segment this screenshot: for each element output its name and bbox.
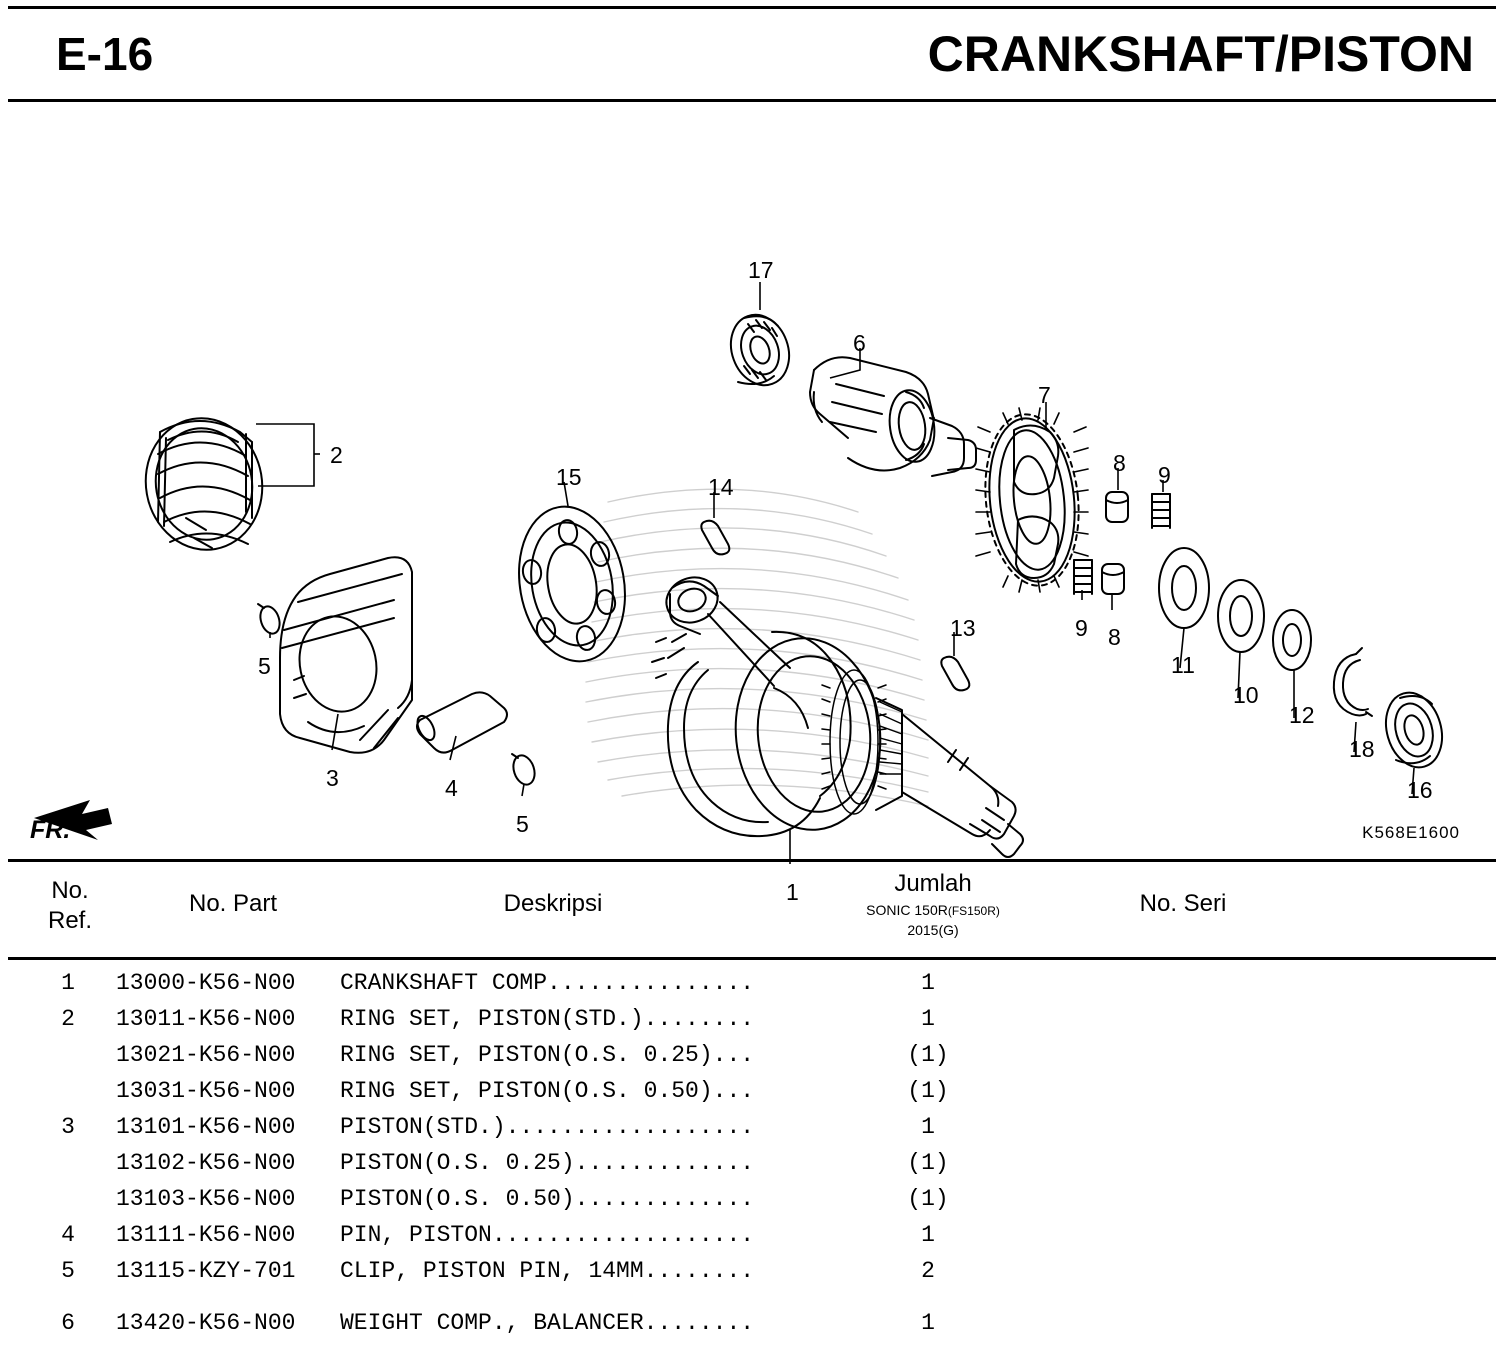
callout-number: 17 xyxy=(748,257,774,283)
column-header-no-part: No. Part xyxy=(188,890,278,917)
cell-jumlah: 1 xyxy=(921,1222,935,1248)
page-title: CRANKSHAFT/PISTON xyxy=(927,26,1474,82)
cell-deskripsi: RING SET, PISTON(O.S. 0.50)... xyxy=(340,1078,755,1104)
parts-catalog-page xyxy=(0,6,1504,1336)
part-13-key xyxy=(941,657,969,691)
cell-no-ref: 5 xyxy=(61,1258,75,1284)
cell-no-part: 13031-K56-N00 xyxy=(116,1078,296,1104)
callout-number: 5 xyxy=(258,653,271,679)
cell-deskripsi: RING SET, PISTON(STD.)........ xyxy=(340,1006,755,1032)
table-row xyxy=(8,1042,1496,1078)
cell-jumlah: (1) xyxy=(907,1150,949,1176)
table-row xyxy=(8,1310,1496,1346)
column-header-jumlah xyxy=(798,870,1068,938)
parts-table-header xyxy=(8,862,1496,960)
column-header-no-ref-line2: Ref. xyxy=(47,907,92,934)
cell-jumlah: 1 xyxy=(921,970,935,996)
cell-jumlah: 2 xyxy=(921,1258,935,1284)
cell-jumlah: 1 xyxy=(921,1114,935,1140)
part-9-spring-upper xyxy=(1152,494,1170,528)
cell-no-ref: 1 xyxy=(61,970,75,996)
callout-number: 10 xyxy=(1233,682,1259,708)
callout-number: 11 xyxy=(1171,652,1195,678)
callout-number: 16 xyxy=(1407,777,1433,803)
part-8-pin-upper xyxy=(1106,492,1128,522)
table-row xyxy=(8,1006,1496,1042)
cell-no-part: 13111-K56-N00 xyxy=(116,1222,296,1248)
model-name: SONIC 150R xyxy=(866,902,948,918)
cell-no-part: 13420-K56-N00 xyxy=(116,1310,296,1336)
cell-deskripsi: CRANKSHAFT COMP............... xyxy=(340,970,755,996)
callout-number: 18 xyxy=(1349,736,1375,762)
callout-number: 3 xyxy=(326,765,339,791)
callout-number: 1 xyxy=(786,879,799,905)
part-15-bearing xyxy=(507,498,637,670)
callout-number: 2 xyxy=(330,442,343,468)
part-14-key xyxy=(701,521,729,555)
cell-jumlah: 1 xyxy=(921,1006,935,1032)
column-header-model xyxy=(798,902,1068,918)
cell-deskripsi: CLIP, PISTON PIN, 14MM........ xyxy=(340,1258,755,1284)
table-row xyxy=(8,1186,1496,1222)
model-code: (FS150R) xyxy=(947,904,1000,918)
section-code: E-16 xyxy=(56,28,154,80)
cell-no-part: 13000-K56-N00 xyxy=(116,970,296,996)
cell-no-part: 13021-K56-N00 xyxy=(116,1042,296,1068)
cell-no-part: 13103-K56-N00 xyxy=(116,1186,296,1212)
callout-number: 5 xyxy=(516,811,529,837)
cell-deskripsi: PISTON(O.S. 0.25)............. xyxy=(340,1150,755,1176)
cell-jumlah: (1) xyxy=(907,1042,949,1068)
table-row xyxy=(8,970,1496,1006)
cell-no-ref: 2 xyxy=(61,1006,75,1032)
cell-deskripsi: PISTON(O.S. 0.50)............. xyxy=(340,1186,755,1212)
cell-jumlah: (1) xyxy=(907,1186,949,1212)
column-header-deskripsi: Deskripsi xyxy=(503,890,603,917)
cell-no-ref: 4 xyxy=(61,1222,75,1248)
part-8-pin-lower xyxy=(1102,564,1124,594)
part-2-piston-rings xyxy=(135,409,272,559)
cell-deskripsi: RING SET, PISTON(O.S. 0.25)... xyxy=(340,1042,755,1068)
table-row xyxy=(8,1150,1496,1186)
part-3-piston xyxy=(280,557,412,753)
cell-no-part: 13101-K56-N00 xyxy=(116,1114,296,1140)
drawing-code: K568E1600 xyxy=(1362,823,1460,842)
callout-number: 8 xyxy=(1108,624,1121,650)
cell-no-part: 13011-K56-N00 xyxy=(116,1006,296,1032)
front-direction-label: FR. xyxy=(30,816,71,844)
column-header-no-ref xyxy=(22,876,118,936)
part-6-balancer-weight xyxy=(810,357,976,476)
part-5-clip-left xyxy=(257,604,283,636)
part-16-bearing xyxy=(1378,686,1451,774)
table-row xyxy=(8,1258,1496,1310)
callout-number: 14 xyxy=(708,474,734,500)
cell-deskripsi: WEIGHT COMP., BALANCER........ xyxy=(340,1310,755,1336)
part-12-washer xyxy=(1273,610,1311,670)
cell-no-ref: 6 xyxy=(61,1310,75,1336)
callout-number: 6 xyxy=(853,330,866,356)
column-header-jumlah-label: Jumlah xyxy=(894,870,972,897)
part-9-spring-lower xyxy=(1074,560,1092,594)
part-5-clip-right xyxy=(510,753,538,788)
parts-table-body xyxy=(8,960,1496,1346)
part-18-circlip xyxy=(1334,648,1372,716)
callout-number: 9 xyxy=(1075,615,1088,641)
cell-no-part: 13115-KZY-701 xyxy=(116,1258,296,1284)
column-header-no-ref-line1: No. xyxy=(51,877,89,904)
table-row xyxy=(8,1114,1496,1150)
table-row xyxy=(8,1078,1496,1114)
part-1-crankshaft xyxy=(652,570,1023,857)
cell-jumlah: 1 xyxy=(921,1310,935,1336)
cell-deskripsi: PIN, PISTON................... xyxy=(340,1222,755,1248)
cell-jumlah: (1) xyxy=(907,1078,949,1104)
callout-number: 12 xyxy=(1289,702,1315,728)
cell-no-ref: 3 xyxy=(61,1114,75,1140)
table-row xyxy=(8,1222,1496,1258)
callout-number: 7 xyxy=(1038,382,1051,408)
callout-number: 13 xyxy=(950,615,976,641)
callout-number: 4 xyxy=(445,775,458,801)
callout-number: 8 xyxy=(1113,450,1126,476)
part-7-gear xyxy=(976,408,1088,592)
part-17-bearing xyxy=(721,307,798,394)
callout-number: 9 xyxy=(1158,462,1171,488)
part-11-washer xyxy=(1159,548,1209,628)
cell-deskripsi: PISTON(STD.).................. xyxy=(340,1114,755,1140)
part-10-washer xyxy=(1218,580,1264,652)
cell-no-part: 13102-K56-N00 xyxy=(116,1150,296,1176)
page-header xyxy=(8,6,1496,102)
part-4-piston-pin xyxy=(414,692,507,752)
callout-number: 15 xyxy=(556,464,582,490)
column-header-no-seri: No. Seri xyxy=(1139,890,1227,917)
column-header-year: 2015(G) xyxy=(907,922,959,938)
diagram-svg xyxy=(8,102,1496,859)
